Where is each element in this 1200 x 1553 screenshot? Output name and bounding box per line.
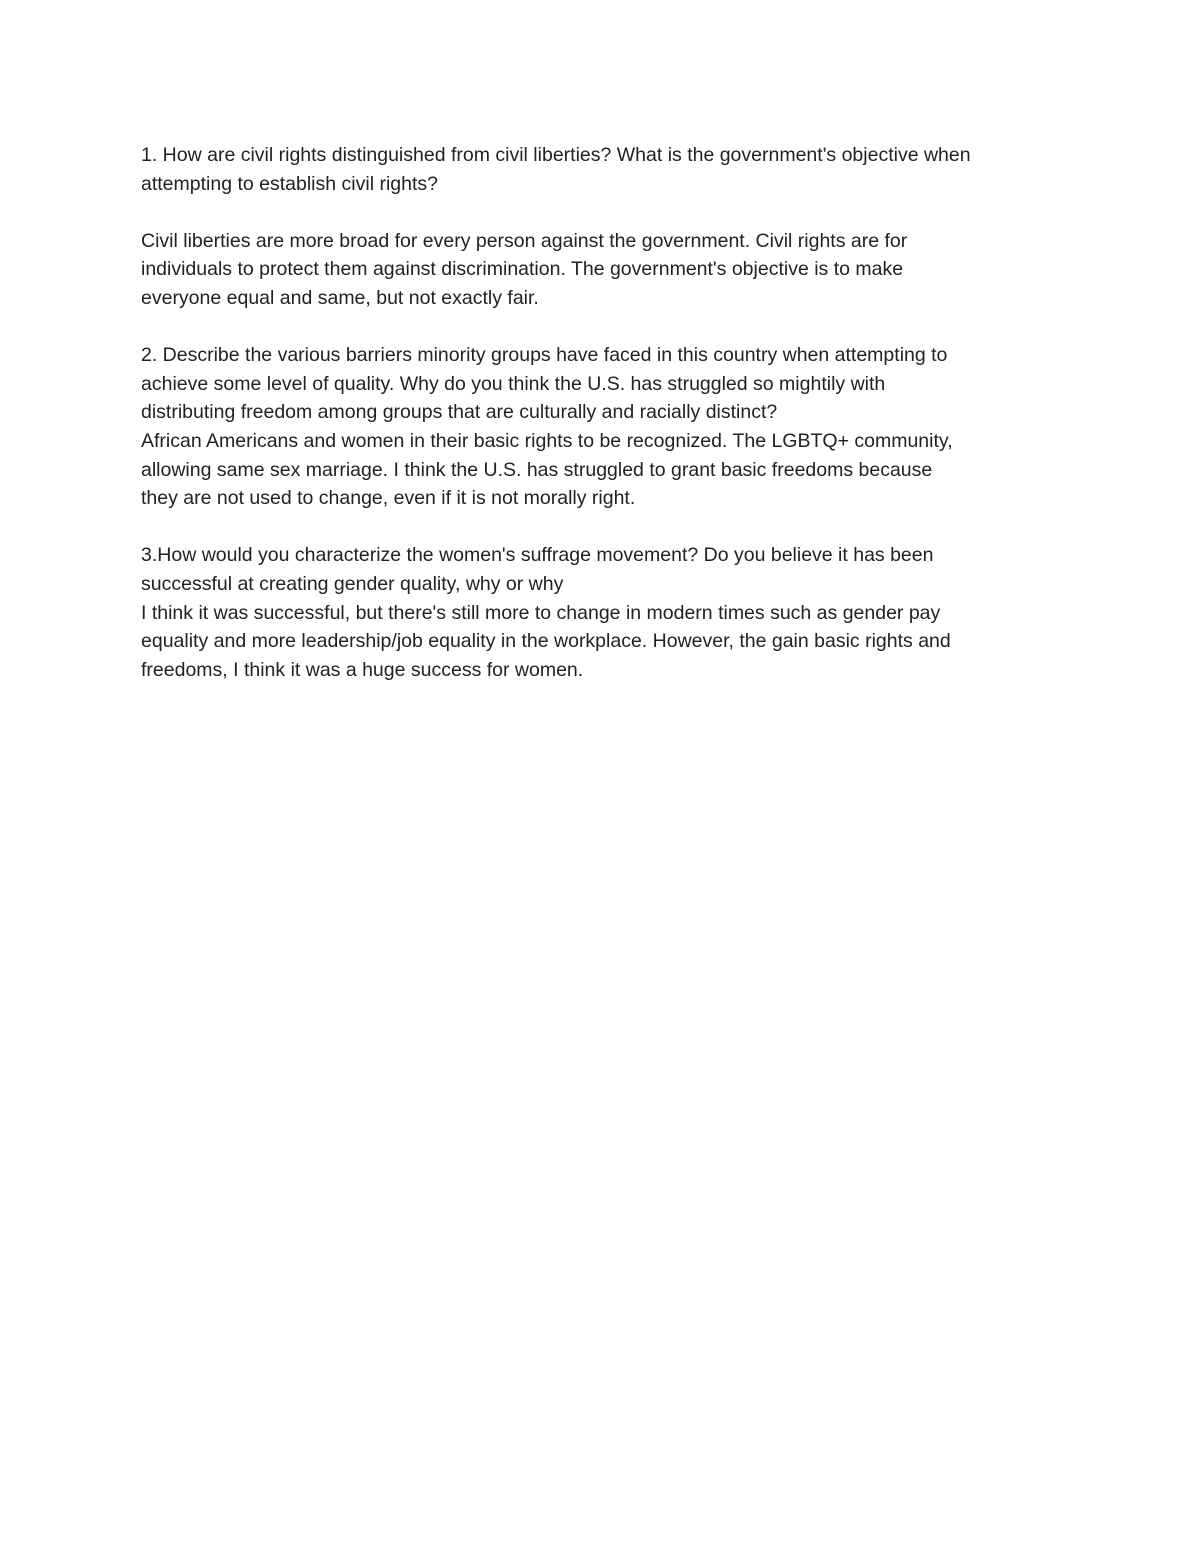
answer-1-line-2: individuals to protect them against discrimination. The government's objective is to make: [141, 258, 904, 281]
paragraph-spacer: [141, 313, 1071, 342]
answer-3: [141, 599, 1071, 685]
question-2-line-3: distributing freedom among groups that are culturally and racially distinct?: [141, 401, 778, 424]
answer-1-line-1: Civil liberties are more broad for every person against the government. Civil rights are for: [141, 229, 908, 252]
question-3: [141, 541, 1071, 598]
question-3-line-1: 3.How would you characterize the women's suffrage movement? Do you believe it has been: [141, 544, 934, 567]
question-2-line-1: 2. Describe the various barriers minority groups have faced in this country when attempting to: [141, 344, 948, 367]
question-3-line-2: successful at creating gender quality, why or why: [141, 572, 564, 595]
answer-3-line-3: freedoms, I think it was a huge success for women.: [141, 658, 584, 681]
answer-1-line-3: everyone equal and same, but not exactly fair.: [141, 286, 539, 309]
document-body: [141, 141, 1071, 684]
question-1-line-1: 1. How are civil rights distinguished from civil liberties? What is the government's objective when: [141, 144, 971, 166]
answer-3-line-1: I think it was successful, but there's still more to change in modern times such as gender pay: [141, 601, 941, 624]
question-2: [141, 341, 1071, 427]
question-1-line-2: attempting to establish civil rights?: [141, 172, 438, 195]
answer-2-line-1: African Americans and women in their basic rights to be recognized. The LGBTQ+ community,: [141, 429, 953, 452]
paragraph-spacer: [141, 513, 1071, 542]
paragraph-spacer: [141, 198, 1071, 227]
answer-3-line-2: equality and more leadership/job equality in the workplace. However, the gain basic rights and: [141, 630, 951, 653]
answer-1: [141, 227, 1071, 313]
question-1: [141, 141, 1071, 198]
question-2-line-2: achieve some level of quality. Why do you think the U.S. has struggled so mightily with: [141, 372, 886, 395]
answer-2-line-3: they are not used to change, even if it is not morally right.: [141, 487, 636, 510]
answer-2: [141, 427, 1071, 513]
answer-2-line-2: allowing same sex marriage. I think the U.S. has struggled to grant basic freedoms because: [141, 458, 933, 481]
